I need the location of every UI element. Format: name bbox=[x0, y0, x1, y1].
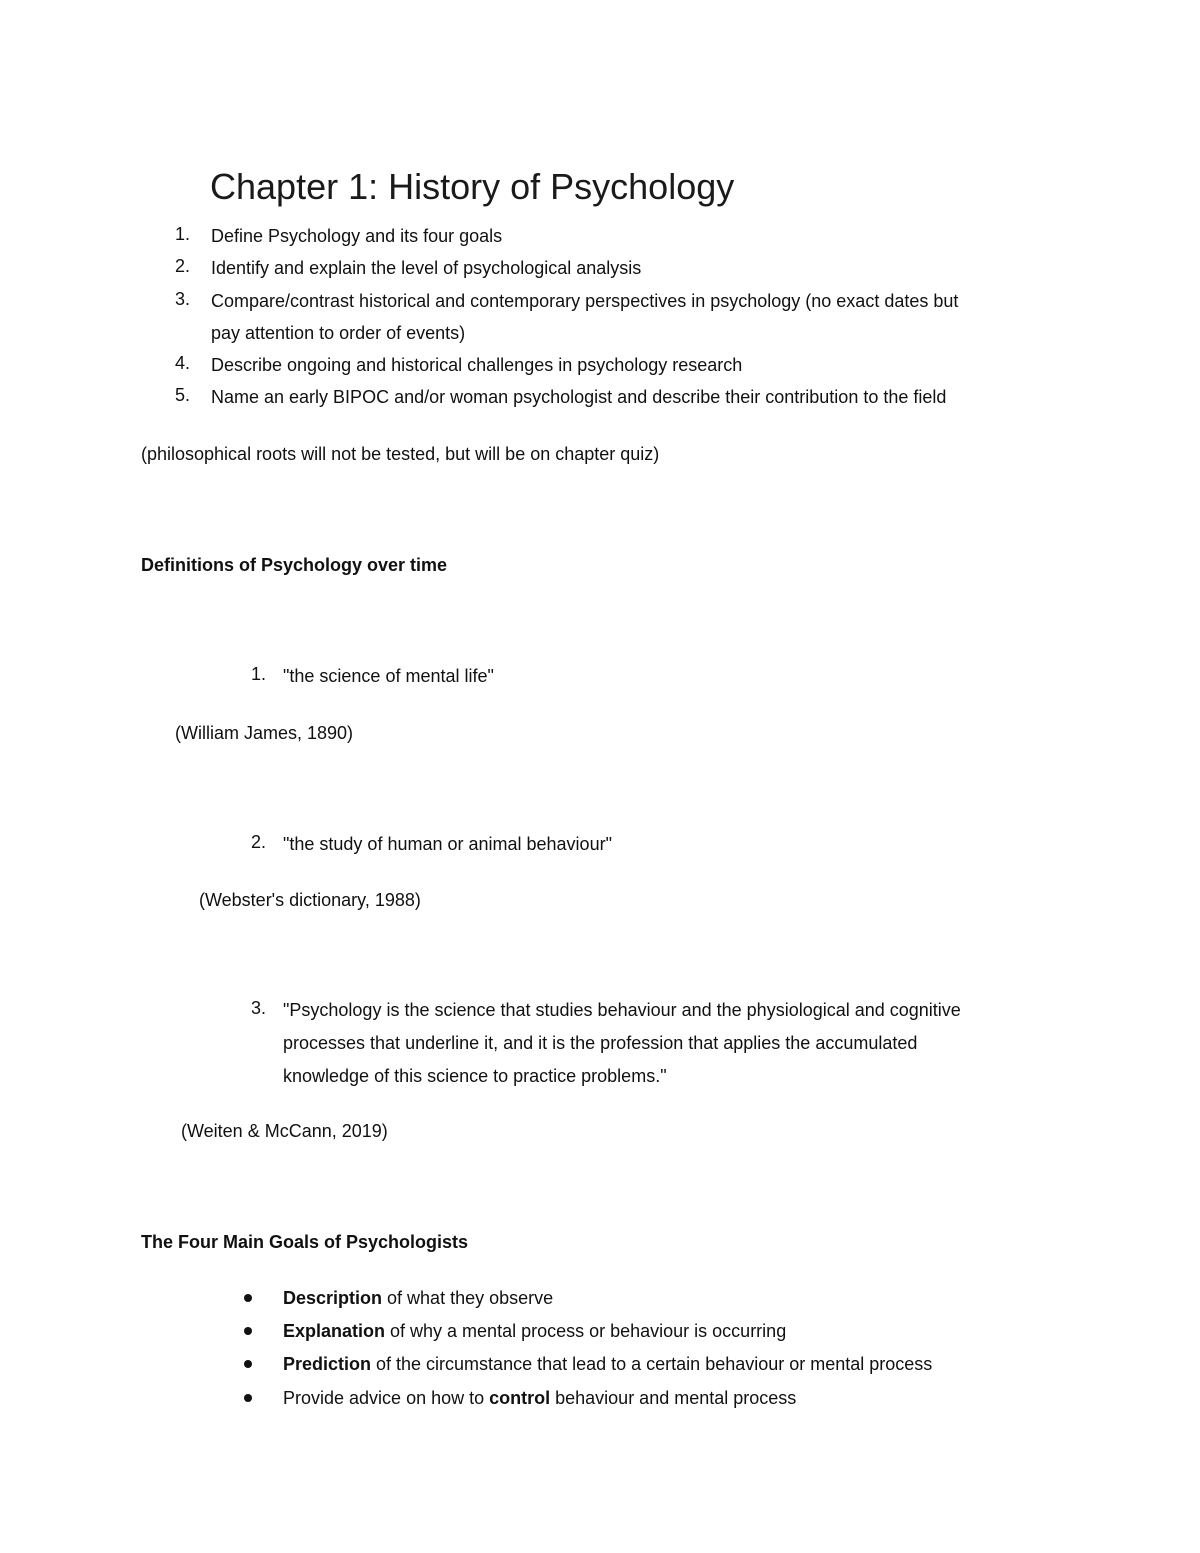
definition-source: (Webster's dictionary, 1988) bbox=[199, 890, 421, 910]
definition-number: 1. bbox=[250, 664, 266, 684]
definition-source: (Weiten & McCann, 2019) bbox=[181, 1121, 388, 1141]
list-item: Describe ongoing and historical challenges in psychology research bbox=[211, 355, 743, 375]
list-item: Compare/contrast historical and contemporary perspectives in psychology (no exact dates but bbox=[211, 291, 959, 311]
list-item: Identify and explain the level of psychological analysis bbox=[211, 258, 642, 278]
goal-keyword: Description bbox=[283, 1288, 383, 1308]
quiz-note: (philosophical roots will not be tested, but will be on chapter quiz) bbox=[141, 444, 660, 464]
list-item: Name an early BIPOC and/or woman psychologist and describe their contribution to the field bbox=[211, 387, 947, 407]
goal-item: Explanation of why a mental process or behaviour is occurring bbox=[283, 1321, 787, 1341]
goal-keyword: Prediction bbox=[283, 1354, 372, 1374]
list-number: 4. bbox=[174, 353, 190, 373]
definition-text: "the science of mental life" bbox=[283, 666, 494, 686]
bullet-icon bbox=[244, 1294, 252, 1302]
bullet-icon bbox=[244, 1360, 252, 1368]
list-item: Define Psychology and its four goals bbox=[211, 226, 503, 246]
bullet-icon bbox=[244, 1394, 252, 1402]
list-number: 3. bbox=[174, 289, 190, 309]
goal-item: Prediction of the circumstance that lead to a certain behaviour or mental process bbox=[283, 1354, 933, 1374]
goal-keyword: Explanation bbox=[283, 1321, 386, 1341]
goal-item: Description of what they observe bbox=[283, 1288, 554, 1308]
definition-text: processes that underline it, and it is the profession that applies the accumulated bbox=[283, 1033, 918, 1053]
list-item-continuation: pay attention to order of events) bbox=[211, 323, 466, 343]
page-title: Chapter 1: History of Psychology bbox=[210, 166, 735, 207]
definition-number: 3. bbox=[250, 998, 266, 1018]
bullet-icon bbox=[244, 1327, 252, 1335]
goal-item: Provide advice on how to control behaviour and mental process bbox=[283, 1388, 797, 1408]
definition-text: "Psychology is the science that studies behaviour and the physiological and cognitive bbox=[283, 1000, 961, 1020]
definition-number: 2. bbox=[250, 832, 266, 852]
list-number: 2. bbox=[174, 256, 190, 276]
goal-keyword: control bbox=[489, 1388, 551, 1408]
list-number: 5. bbox=[174, 385, 190, 405]
definition-text: "the study of human or animal behaviour" bbox=[283, 834, 612, 854]
list-number: 1. bbox=[174, 224, 190, 244]
definitions-heading: Definitions of Psychology over time bbox=[141, 555, 448, 575]
definition-source: (William James, 1890) bbox=[175, 723, 354, 743]
goals-heading: The Four Main Goals of Psychologists bbox=[141, 1232, 469, 1252]
definition-text: knowledge of this science to practice problems." bbox=[283, 1066, 667, 1086]
